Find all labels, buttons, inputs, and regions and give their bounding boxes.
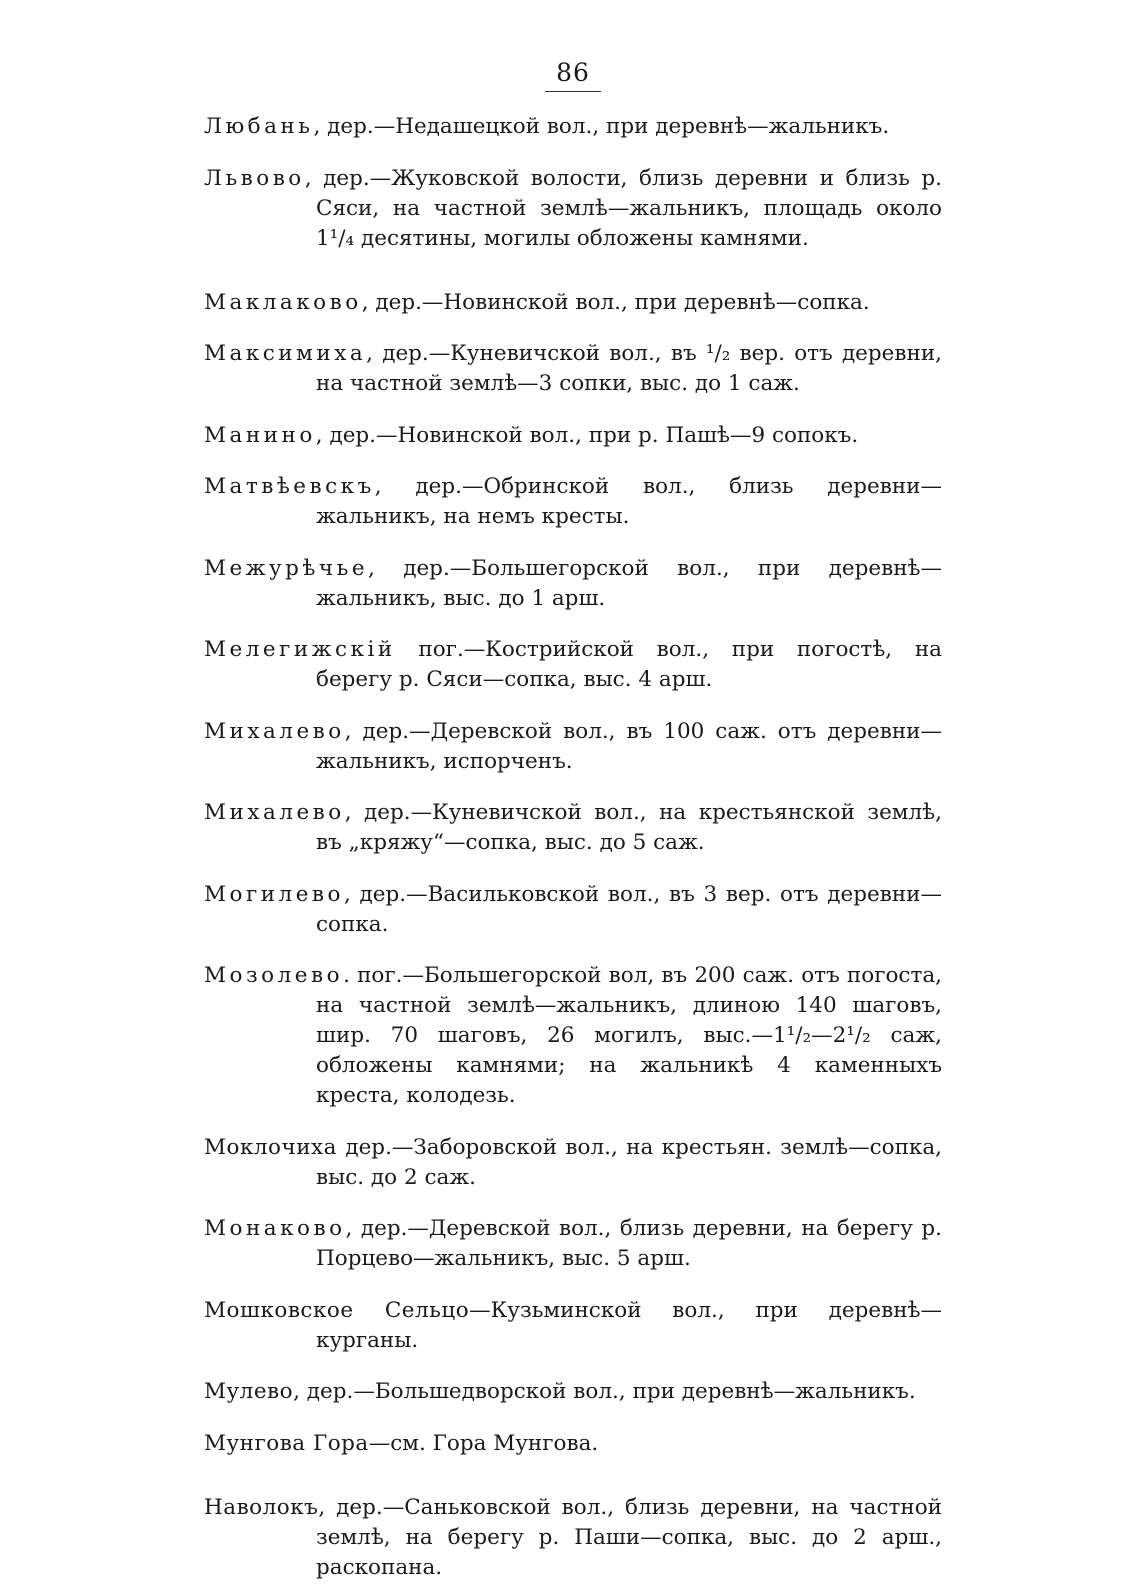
entry-heading: Манино bbox=[204, 422, 316, 448]
entry-melegizhsky bbox=[204, 635, 942, 695]
entry-heading: Межурѣчье bbox=[204, 555, 369, 581]
entry-text: , дер.—Васильковской вол., въ 3 вер. отъ деревни—сопка. bbox=[316, 881, 942, 937]
entry-matveevsk bbox=[204, 472, 942, 532]
entry-navolok bbox=[204, 1493, 942, 1583]
entry-heading: Любань bbox=[204, 114, 314, 139]
entry-mozolevo bbox=[204, 961, 942, 1111]
entry-heading: Михалево bbox=[204, 718, 345, 744]
entry-maksimikha bbox=[204, 339, 942, 399]
entry-heading: Львово bbox=[204, 165, 305, 191]
entry-text: пог.—Кострийской вол., при погостѣ, на берегу р. Сяси—сопка, выс. 4 арш. bbox=[316, 637, 942, 692]
entry-text: , дер.—Новинской вол., при деревнѣ—сопка. bbox=[361, 289, 870, 315]
entry-heading: Мозолево bbox=[204, 963, 344, 988]
entry-heading: Моклочиха bbox=[204, 1134, 337, 1160]
entry-lyuban bbox=[204, 112, 942, 142]
entry-heading: Наволокъ bbox=[204, 1494, 319, 1520]
entry-heading: Мулево bbox=[204, 1379, 294, 1404]
entry-moshkovskoe-seltso bbox=[204, 1296, 942, 1356]
entry-text: . пог.—Большегорской вол, въ 200 саж. отъ погоста, на частной землѣ—жальникъ, длиною 140 шаговъ, шир. 70 шаговъ, 26 могилъ, выс.—1¹/₂—2¹/₂ саж, обложены камнями; на жальникѣ 4 каменныхъ креста, колодезь. bbox=[316, 963, 942, 1108]
entry-text: , дер.—Большедворской вол., при деревнѣ—жальникъ. bbox=[293, 1379, 916, 1404]
entry-heading: Мошковское Сельцо bbox=[204, 1297, 470, 1323]
entry-text: дер.—Заборовской вол., на крестьян. землѣ—сопка, выс. до 2 саж. bbox=[316, 1134, 942, 1190]
entry-list bbox=[204, 112, 942, 1585]
entry-text: , дер.—Жуковской волости, близь деревни и близь р. Сяси, на частной землѣ—жальникъ, площадь около 1¹/₄ десятины, могилы обложены камнями. bbox=[304, 165, 942, 251]
entry-heading: Мелегижскій bbox=[204, 637, 396, 662]
entry-text: , дер.—Большегорской вол., при деревнѣ—жальникъ, выс. до 1 арш. bbox=[316, 555, 942, 611]
entry-manino bbox=[204, 421, 942, 451]
entry-heading: Могилево bbox=[204, 881, 344, 907]
entry-heading: Матвѣевскъ bbox=[204, 474, 375, 499]
entry-text: —см. Гора Мунгова. bbox=[368, 1430, 599, 1456]
entry-heading: Маклаково bbox=[204, 289, 362, 315]
entry-heading: Михалево bbox=[204, 800, 345, 825]
entry-lvovo bbox=[204, 164, 942, 254]
entry-maklakovo bbox=[204, 288, 942, 318]
entry-text: , дер.—Недашецкой вол., при деревнѣ—жальникъ. bbox=[313, 114, 890, 139]
entry-mezhurechye bbox=[204, 554, 942, 614]
entry-text: , дер.—Обринской вол., близь деревни—жальникъ, на немъ кресты. bbox=[316, 474, 942, 529]
entry-heading: Максимиха bbox=[204, 341, 367, 366]
entry-mikhalevo-1 bbox=[204, 717, 942, 777]
entry-text: , дер.—Саньковской вол., близь деревни, на частной землѣ, на берегу р. Паши—сопка, выс. до 2 арш., раскопана. bbox=[316, 1494, 942, 1580]
entry-mogilevo bbox=[204, 880, 942, 940]
entry-monakovo bbox=[204, 1214, 942, 1274]
entry-text: , дер.—Деревской вол., близь деревни, на берегу р. Порцево—жальникъ, выс. 5 арш. bbox=[316, 1216, 942, 1271]
entry-mulevo bbox=[204, 1377, 942, 1407]
entry-heading: Монаково bbox=[204, 1216, 346, 1241]
entry-text: , дер.—Деревской вол., въ 100 саж. отъ деревни—жальникъ, испорченъ. bbox=[316, 718, 942, 774]
entry-text: —Кузьминской вол., при деревнѣ—курганы. bbox=[316, 1297, 942, 1353]
entry-heading: Мунгова Гора bbox=[204, 1430, 369, 1456]
entry-moklochikha bbox=[204, 1133, 942, 1193]
entry-text: , дер.—Новинской вол., при р. Пашѣ—9 сопокъ. bbox=[315, 422, 859, 448]
entry-mungova-gora bbox=[204, 1429, 942, 1459]
entry-text: , дер.—Куневичской вол., въ ¹/₂ вер. отъ деревни, на частной землѣ—3 сопки, выс. до 1 саж. bbox=[316, 341, 942, 396]
page-number: 86 bbox=[0, 58, 1146, 92]
entry-text: , дер.—Куневичской вол., на крестьянской землѣ, въ „кряжу“—сопка, выс. до 5 саж. bbox=[316, 800, 942, 855]
entry-mikhalevo-2 bbox=[204, 798, 942, 858]
